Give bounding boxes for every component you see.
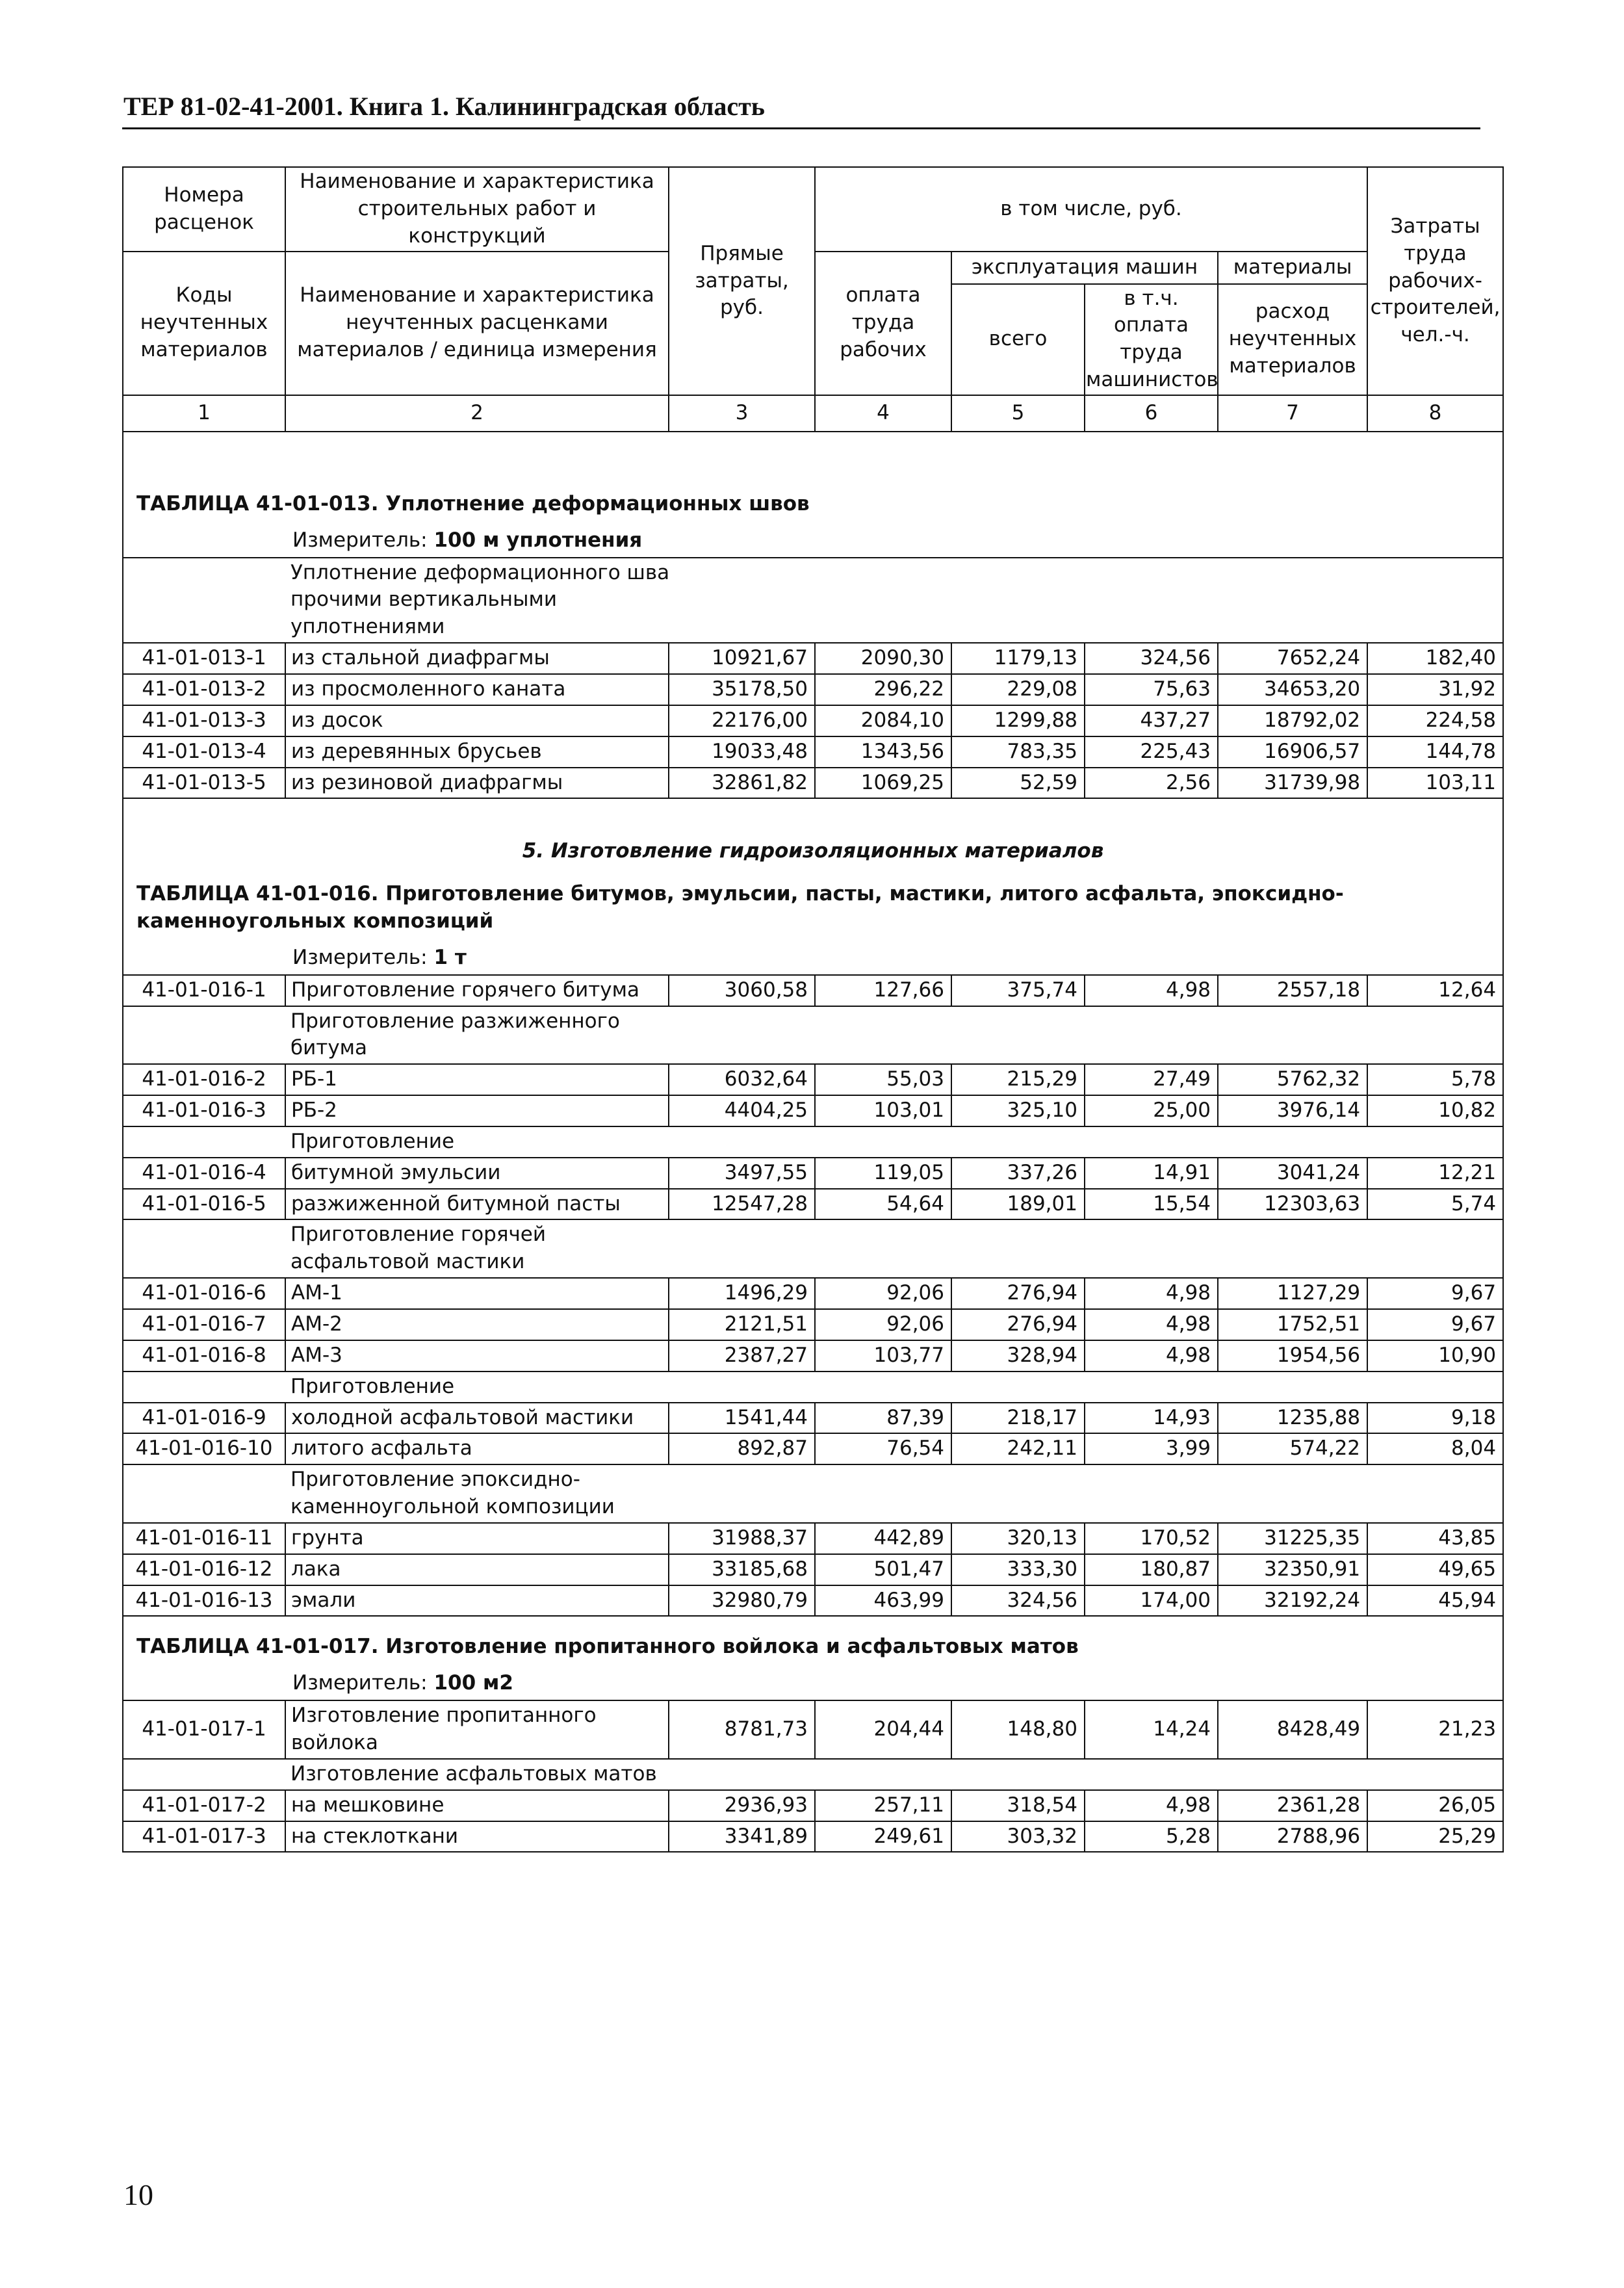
rate-code: 41-01-017-2	[123, 1790, 285, 1821]
colnum-4: 4	[815, 395, 951, 432]
t013-group: Уплотнение деформационного шва прочими вертикальными уплотнениями	[285, 558, 815, 644]
rate-code: 41-01-016-3	[123, 1095, 285, 1126]
t016-measure	[123, 941, 1503, 975]
header-row-1	[123, 167, 1503, 252]
materials-cost: 574,22	[1218, 1433, 1367, 1464]
direct-cost: 3497,55	[669, 1158, 815, 1189]
labor-hours: 12,64	[1367, 975, 1503, 1006]
table-row	[123, 1189, 1503, 1220]
rate-code: 41-01-017-3	[123, 1821, 285, 1852]
chapter-5-title: 5. Изготовление гидроизоляционных материалов	[123, 798, 1503, 874]
table-row	[123, 643, 1503, 674]
table-row	[123, 1278, 1503, 1309]
colnum-5: 5	[951, 395, 1085, 432]
rate-code: 41-01-016-7	[123, 1309, 285, 1340]
t016-g1-code-blank	[123, 1006, 285, 1065]
rate-code: 41-01-013-4	[123, 736, 285, 768]
labor-hours: 9,67	[1367, 1278, 1503, 1309]
col-8: Затраты труда рабочих-строителей, чел.-ч.	[1367, 167, 1503, 395]
t013-group-row	[123, 558, 1503, 644]
labor-pay: 296,22	[815, 674, 951, 705]
materials-cost: 31739,98	[1218, 768, 1367, 799]
machines-total: 52,59	[951, 768, 1085, 799]
work-name: лака	[285, 1554, 669, 1585]
in-total-header: в том числе, руб.	[815, 167, 1367, 252]
labor-hours: 224,58	[1367, 705, 1503, 736]
t016-g2-blank	[815, 1126, 1503, 1158]
direct-cost: 892,87	[669, 1433, 815, 1464]
t013-measure-value: 100 м уплотнения	[433, 528, 643, 552]
labor-pay: 204,44	[815, 1700, 951, 1759]
col-2-bottom: Наименование и характеристика неучтенных расценками материалов / единица измерения	[285, 252, 669, 395]
t016-g2-row	[123, 1126, 1503, 1158]
t017-g1-code-blank	[123, 1759, 285, 1790]
machines-total: 337,26	[951, 1158, 1085, 1189]
machines-total: 324,56	[951, 1585, 1085, 1617]
t016-g4-blank	[815, 1372, 1503, 1403]
direct-cost: 33185,68	[669, 1554, 815, 1585]
colnum-3: 3	[669, 395, 815, 432]
table-row	[123, 1523, 1503, 1554]
t016-g2-code-blank	[123, 1126, 285, 1158]
materials-cost: 34653,20	[1218, 674, 1367, 705]
t016-measure-row	[123, 941, 1503, 975]
materials-cost: 3041,24	[1218, 1158, 1367, 1189]
machinist-pay: 4,98	[1085, 975, 1218, 1006]
t016-g1-row	[123, 1006, 1503, 1065]
direct-cost: 3060,58	[669, 975, 815, 1006]
direct-cost: 32861,82	[669, 768, 815, 799]
t013-title: ТАБЛИЦА 41-01-013. Уплотнение деформационных швов	[123, 432, 1503, 523]
table-row	[123, 736, 1503, 768]
work-name: АМ-2	[285, 1309, 669, 1340]
work-name: из стальной диафрагмы	[285, 643, 669, 674]
machinist-pay: 15,54	[1085, 1189, 1218, 1220]
materials-cost: 18792,02	[1218, 705, 1367, 736]
materials-cost: 3976,14	[1218, 1095, 1367, 1126]
labor-hours: 10,90	[1367, 1340, 1503, 1372]
table-row	[123, 1554, 1503, 1585]
header-rule	[122, 127, 1480, 129]
machinist-pay: 437,27	[1085, 705, 1218, 736]
labor-pay: 55,03	[815, 1064, 951, 1095]
rate-code: 41-01-016-10	[123, 1433, 285, 1464]
rate-code: 41-01-016-2	[123, 1064, 285, 1095]
materials-header: материалы	[1218, 252, 1367, 284]
machines-total: 218,17	[951, 1403, 1085, 1434]
labor-hours: 45,94	[1367, 1585, 1503, 1617]
labor-hours: 5,78	[1367, 1064, 1503, 1095]
t016-g1: Приготовление разжиженного битума	[285, 1006, 815, 1065]
machinist-pay: 75,63	[1085, 674, 1218, 705]
t016-title-row	[123, 874, 1503, 941]
labor-pay: 54,64	[815, 1189, 951, 1220]
materials-cost: 1235,88	[1218, 1403, 1367, 1434]
t017-g1-blank	[815, 1759, 1503, 1790]
table-row	[123, 1433, 1503, 1464]
materials-cost: 32192,24	[1218, 1585, 1367, 1617]
colnum-2: 2	[285, 395, 669, 432]
t013-group-code-blank	[123, 558, 285, 644]
labor-hours: 21,23	[1367, 1700, 1503, 1759]
machines-total: 1179,13	[951, 643, 1085, 674]
t017-measure-row	[123, 1666, 1503, 1700]
work-name: из деревянных брусьев	[285, 736, 669, 768]
table-row	[123, 975, 1503, 1006]
materials-cost: 32350,91	[1218, 1554, 1367, 1585]
work-name: из досок	[285, 705, 669, 736]
t016-measure-value: 1 т	[433, 945, 467, 969]
machinist-pay: 4,98	[1085, 1790, 1218, 1821]
table-row	[123, 1700, 1503, 1759]
table-row	[123, 674, 1503, 705]
labor-hours: 144,78	[1367, 736, 1503, 768]
machinist-pay: 2,56	[1085, 768, 1218, 799]
price-table	[122, 166, 1504, 1852]
t016-title: ТАБЛИЦА 41-01-016. Приготовление битумов, эмульсии, пасты, мастики, литого асфальта, эпоксидно-каменноугольных композиций	[123, 874, 1503, 941]
materials-cost: 12303,63	[1218, 1189, 1367, 1220]
col-4: оплата труда рабочих	[815, 252, 951, 395]
direct-cost: 12547,28	[669, 1189, 815, 1220]
colnum-8: 8	[1367, 395, 1503, 432]
t013-group-blank	[815, 558, 1503, 644]
col-1-bottom: Коды неучтенных материалов	[123, 252, 285, 395]
rate-code: 41-01-016-6	[123, 1278, 285, 1309]
work-name: на стеклоткани	[285, 1821, 669, 1852]
colnum-7: 7	[1218, 395, 1367, 432]
labor-hours: 31,92	[1367, 674, 1503, 705]
page-number: 10	[123, 2178, 153, 2211]
materials-cost: 2557,18	[1218, 975, 1367, 1006]
labor-pay: 119,05	[815, 1158, 951, 1189]
labor-pay: 2084,10	[815, 705, 951, 736]
machinist-pay: 3,99	[1085, 1433, 1218, 1464]
t017-measure-label: Измеритель:	[292, 1671, 428, 1695]
col-7: расход неучтенных материалов	[1218, 284, 1367, 395]
t017-title: ТАБЛИЦА 41-01-017. Изготовление пропитанного войлока и асфальтовых матов	[123, 1616, 1503, 1666]
work-name: битумной эмульсии	[285, 1158, 669, 1189]
machinist-pay: 14,91	[1085, 1158, 1218, 1189]
work-name: из просмоленного каната	[285, 674, 669, 705]
direct-cost: 4404,25	[669, 1095, 815, 1126]
labor-hours: 25,29	[1367, 1821, 1503, 1852]
labor-pay: 1343,56	[815, 736, 951, 768]
t016-g3: Приготовление горячей асфальтовой мастики	[285, 1219, 815, 1278]
col-1-top: Номера расценок	[123, 167, 285, 252]
materials-cost: 1127,29	[1218, 1278, 1367, 1309]
machinist-pay: 170,52	[1085, 1523, 1218, 1554]
machinist-pay: 180,87	[1085, 1554, 1218, 1585]
table-row	[123, 1340, 1503, 1372]
direct-cost: 22176,00	[669, 705, 815, 736]
work-name: из резиновой диафрагмы	[285, 768, 669, 799]
machines-total: 375,74	[951, 975, 1085, 1006]
machinist-pay: 4,98	[1085, 1278, 1218, 1309]
labor-hours: 103,11	[1367, 768, 1503, 799]
machinist-pay: 14,24	[1085, 1700, 1218, 1759]
machinist-pay: 14,93	[1085, 1403, 1218, 1434]
machines-total: 148,80	[951, 1700, 1085, 1759]
direct-cost: 19033,48	[669, 736, 815, 768]
t016-g4-row	[123, 1372, 1503, 1403]
machines-total: 189,01	[951, 1189, 1085, 1220]
t016-measure-label: Измеритель:	[292, 945, 428, 969]
table-row	[123, 705, 1503, 736]
col-3: Прямые затраты, руб.	[669, 167, 815, 395]
rate-code: 41-01-013-2	[123, 674, 285, 705]
materials-cost: 7652,24	[1218, 643, 1367, 674]
materials-cost: 2788,96	[1218, 1821, 1367, 1852]
rate-code: 41-01-016-5	[123, 1189, 285, 1220]
rate-code: 41-01-016-4	[123, 1158, 285, 1189]
machines-total: 303,32	[951, 1821, 1085, 1852]
t017-g1: Изготовление асфальтовых матов	[285, 1759, 815, 1790]
materials-cost: 2361,28	[1218, 1790, 1367, 1821]
direct-cost: 2121,51	[669, 1309, 815, 1340]
table-row	[123, 1064, 1503, 1095]
work-name: эмали	[285, 1585, 669, 1617]
machines-total: 276,94	[951, 1309, 1085, 1340]
t013-title-row	[123, 432, 1503, 523]
direct-cost: 2387,27	[669, 1340, 815, 1372]
work-name: грунта	[285, 1523, 669, 1554]
machinist-pay: 4,98	[1085, 1309, 1218, 1340]
work-name: литого асфальта	[285, 1433, 669, 1464]
direct-cost: 6032,64	[669, 1064, 815, 1095]
direct-cost: 10921,67	[669, 643, 815, 674]
table-row	[123, 768, 1503, 799]
rate-code: 41-01-013-3	[123, 705, 285, 736]
labor-pay: 87,39	[815, 1403, 951, 1434]
t016-g3-row	[123, 1219, 1503, 1278]
labor-pay: 257,11	[815, 1790, 951, 1821]
labor-pay: 127,66	[815, 975, 951, 1006]
labor-pay: 463,99	[815, 1585, 951, 1617]
machinist-pay: 324,56	[1085, 643, 1218, 674]
col-2-top: Наименование и характеристика строительных работ и конструкций	[285, 167, 669, 252]
rate-code: 41-01-016-11	[123, 1523, 285, 1554]
direct-cost: 3341,89	[669, 1821, 815, 1852]
t016-g5-blank	[815, 1464, 1503, 1523]
labor-pay: 92,06	[815, 1278, 951, 1309]
t016-g5: Приготовление эпоксидно-каменноугольной композиции	[285, 1464, 815, 1523]
machinist-pay: 4,98	[1085, 1340, 1218, 1372]
table-row	[123, 1158, 1503, 1189]
labor-hours: 5,74	[1367, 1189, 1503, 1220]
t013-measure-row	[123, 523, 1503, 558]
t016-g1-blank	[815, 1006, 1503, 1065]
machines-total: 229,08	[951, 674, 1085, 705]
table-row	[123, 1095, 1503, 1126]
labor-hours: 12,21	[1367, 1158, 1503, 1189]
machines-total: 325,10	[951, 1095, 1085, 1126]
machines-total: 215,29	[951, 1064, 1085, 1095]
table-row	[123, 1790, 1503, 1821]
t013-measure	[123, 523, 1503, 558]
work-name: холодной асфальтовой мастики	[285, 1403, 669, 1434]
t016-g4-code-blank	[123, 1372, 285, 1403]
labor-hours: 182,40	[1367, 643, 1503, 674]
t016-g3-code-blank	[123, 1219, 285, 1278]
machines-total: 328,94	[951, 1340, 1085, 1372]
col-5: всего	[951, 284, 1085, 395]
labor-pay: 2090,30	[815, 643, 951, 674]
materials-cost: 16906,57	[1218, 736, 1367, 768]
t016-g5-row	[123, 1464, 1503, 1523]
labor-hours: 26,05	[1367, 1790, 1503, 1821]
t017-g1-row	[123, 1759, 1503, 1790]
t016-g4: Приготовление	[285, 1372, 815, 1403]
t016-g2: Приготовление	[285, 1126, 815, 1158]
machinist-pay: 25,00	[1085, 1095, 1218, 1126]
machinist-pay: 5,28	[1085, 1821, 1218, 1852]
machines-total: 1299,88	[951, 705, 1085, 736]
machinist-pay: 174,00	[1085, 1585, 1218, 1617]
direct-cost: 32980,79	[669, 1585, 815, 1617]
machines-total: 242,11	[951, 1433, 1085, 1464]
labor-hours: 10,82	[1367, 1095, 1503, 1126]
machines-total: 320,13	[951, 1523, 1085, 1554]
labor-pay: 76,54	[815, 1433, 951, 1464]
rate-code: 41-01-016-1	[123, 975, 285, 1006]
work-name: АМ-1	[285, 1278, 669, 1309]
table-row	[123, 1821, 1503, 1852]
work-name: на мешковине	[285, 1790, 669, 1821]
machines-header: эксплуатация машин	[951, 252, 1218, 284]
labor-hours: 43,85	[1367, 1523, 1503, 1554]
machines-total: 333,30	[951, 1554, 1085, 1585]
document-header: ТЕР 81-02-41-2001. Книга 1. Калининградская область	[123, 92, 765, 121]
materials-cost: 5762,32	[1218, 1064, 1367, 1095]
t017-measure-value: 100 м2	[433, 1671, 513, 1695]
direct-cost: 1541,44	[669, 1403, 815, 1434]
direct-cost: 35178,50	[669, 674, 815, 705]
labor-pay: 103,01	[815, 1095, 951, 1126]
column-number-row	[123, 395, 1503, 432]
machines-total: 783,35	[951, 736, 1085, 768]
t013-measure-label: Измеритель:	[292, 528, 428, 552]
machinist-pay: 27,49	[1085, 1064, 1218, 1095]
rate-code: 41-01-013-5	[123, 768, 285, 799]
labor-hours: 8,04	[1367, 1433, 1503, 1464]
t017-title-row	[123, 1616, 1503, 1666]
work-name: Приготовление горячего битума	[285, 975, 669, 1006]
labor-hours: 9,18	[1367, 1403, 1503, 1434]
machines-total: 276,94	[951, 1278, 1085, 1309]
labor-hours: 49,65	[1367, 1554, 1503, 1585]
materials-cost: 1752,51	[1218, 1309, 1367, 1340]
rate-code: 41-01-016-13	[123, 1585, 285, 1617]
machinist-pay: 225,43	[1085, 736, 1218, 768]
direct-cost: 8781,73	[669, 1700, 815, 1759]
colnum-1: 1	[123, 395, 285, 432]
table-row	[123, 1403, 1503, 1434]
materials-cost: 31225,35	[1218, 1523, 1367, 1554]
colnum-6: 6	[1085, 395, 1218, 432]
table-row	[123, 1585, 1503, 1617]
t017-measure	[123, 1666, 1503, 1700]
labor-pay: 501,47	[815, 1554, 951, 1585]
labor-pay: 92,06	[815, 1309, 951, 1340]
materials-cost: 1954,56	[1218, 1340, 1367, 1372]
rate-code: 41-01-016-12	[123, 1554, 285, 1585]
work-name: РБ-1	[285, 1064, 669, 1095]
rate-code: 41-01-013-1	[123, 643, 285, 674]
rate-code: 41-01-017-1	[123, 1700, 285, 1759]
rate-code: 41-01-016-9	[123, 1403, 285, 1434]
work-name: Изготовление пропитанного войлока	[285, 1700, 669, 1759]
t016-g3-blank	[815, 1219, 1503, 1278]
chapter-5-title-row	[123, 798, 1503, 874]
direct-cost: 31988,37	[669, 1523, 815, 1554]
labor-pay: 103,77	[815, 1340, 951, 1372]
rate-code: 41-01-016-8	[123, 1340, 285, 1372]
labor-pay: 1069,25	[815, 768, 951, 799]
direct-cost: 2936,93	[669, 1790, 815, 1821]
work-name: АМ-3	[285, 1340, 669, 1372]
work-name: разжиженной битумной пасты	[285, 1189, 669, 1220]
table-row	[123, 1309, 1503, 1340]
labor-hours: 9,67	[1367, 1309, 1503, 1340]
col-6: в т.ч. оплата труда машинистов	[1085, 284, 1218, 395]
direct-cost: 1496,29	[669, 1278, 815, 1309]
materials-cost: 8428,49	[1218, 1700, 1367, 1759]
labor-pay: 442,89	[815, 1523, 951, 1554]
labor-pay: 249,61	[815, 1821, 951, 1852]
t016-g5-code-blank	[123, 1464, 285, 1523]
work-name: РБ-2	[285, 1095, 669, 1126]
machines-total: 318,54	[951, 1790, 1085, 1821]
